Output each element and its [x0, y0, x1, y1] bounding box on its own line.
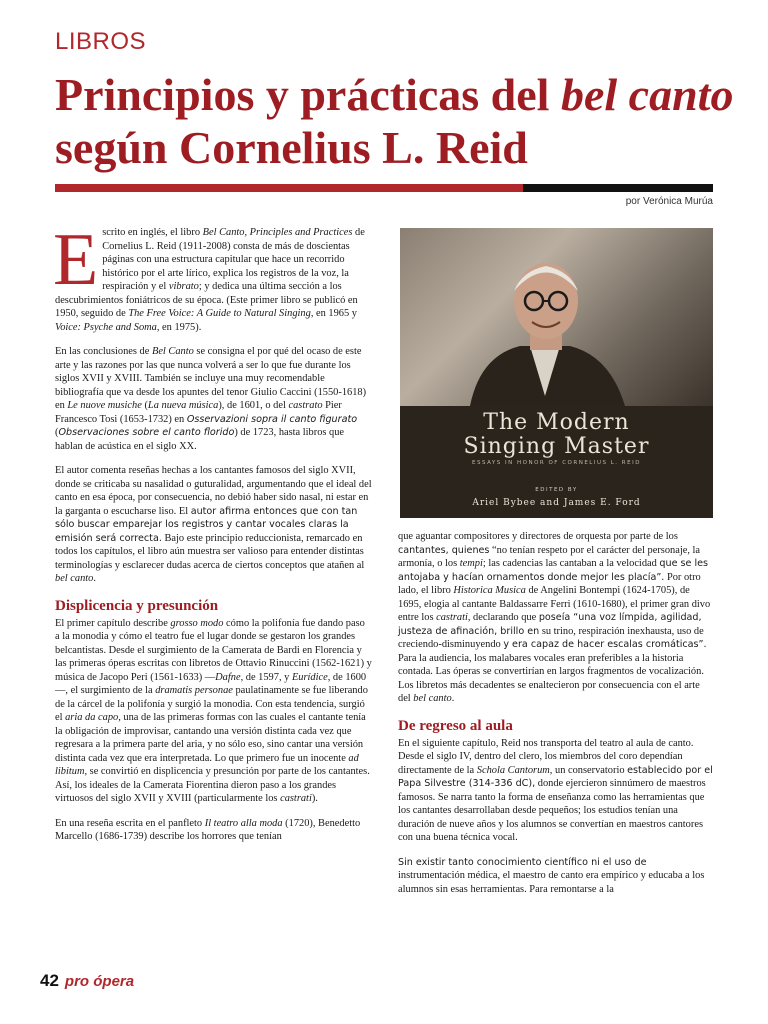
paragraph: En una reseña escrita en el panfleto Il teatro alla moda (1720), Benedetto Marcello (1686-1739) describe los horrores que tenían	[55, 817, 361, 842]
book-subtitle: ESSAYS IN HONOR OF CORNELIUS L. REID	[472, 460, 641, 466]
paragraph: que aguantar compositores y directores de orquesta por parte de los cantantes, quienes “no tenían respeto por el carácter del personaje, la armonía, o los tempi; las cadencias las cantaban a la velocidad que se les antojaba y hacían ornamentos donde mejor les placía”. Por otro lado, el libro Historica Musica de Angelini Bontempi (1624-1705), de 1695, elogia al cantante Baldassarre Ferri (1610-1680), el primer gran divo entre los castrati, declarando que poseía “una voz límpida, agilidad, justeza de afinación, brillo en su trino, respiración inexhausta, uso de creciendo-disminuyendo y era capaz de hacer escalas cromáticas”. Para la audiencia, los malabares vocales eran preferibles a la historia contada. Las óperas se convertirían en largos fragmentos de vocalización. Los libretos más decadentes se enaltecieron por consecuencia con el arte del bel canto.	[398, 531, 711, 704]
book-title: The Modern Singing Master	[463, 410, 650, 459]
paragraph: El primer capítulo describe grosso modo cómo la polifonía fue dando paso a la monodia y cómo el teatro fue el lugar donde se gestaron los grandes belcantistas. Desde el surgimiento de la Camerata de Bardi en Florencia y las primeras óperas escritas con libretos de Ottavio Rinuccini (1562-1621) y música de Jacopo Peri (1561-1633) —Dafne, de 1597, y Eurídice, de 1600—, el surgimiento de la dramatis personae paulatinamente se fue liberando de la cárcel de la polifonía y surgió la monodia. Con esta tendencia, surgió el aria da capo, una de las primeras formas con las cuales el cantante tenía la obligación de improvisar, cantando una versión distinta cada vez que regresara a la primera parte del aria, y no sólo eso, sino cantar una versión distinta cada vez que era interpretada. Lo que primero fue un inocente ad libitum, se convirtió en displicencia y presunción por parte de los cantantes. Así, los ideales de la Camerata Fiorentina dieron paso a los grandes virtuosos del siglo XVII y XVIII (particularmente los castrati).	[55, 617, 372, 804]
book-cover-image	[400, 228, 713, 518]
paragraph: Escrito en inglés, el libro Bel Canto, Principles and Practices de Cornelius L. Reid (1911-2008) consta de más de doscientas páginas con una estructura capitular que hace un recorrido histórico por el arte lírico, explica los registros de la voz, la respiración y el vibrato; y dedica una última sección a los descubrimientos foniátricos de su época. (Este primer libro se publicó en 1950, seguido de The Free Voice: A Guide to Natural Singing, en 1965 y Voice: Psyche and Soma, en 1975).	[53, 219, 365, 333]
right-column	[398, 530, 714, 907]
paragraph: En el siguiente capítulo, Reid nos transporta del teatro al aula de canto. Desde el siglo IV, dentro del clero, los miembros del coro dependían directamente de la Schola Cantorum, un conservatorio establecido por el Papa Silvestre (314-336 dC), donde ejercieron sinnúmero de maestros famosos. Se narra tanto la forma de enseñanza como las herramientas que los cantantes desarrollaban desde pequeños; los estudios tenían una duración de nueve años y los alumnos se convertían en maestros cantores con una buena técnica vocal.	[398, 737, 713, 843]
left-column	[53, 219, 372, 855]
page-footer	[40, 971, 134, 991]
title-rule-black	[523, 184, 713, 192]
title-rule-red	[55, 184, 523, 192]
book-edited-label: EDITED BY	[535, 487, 578, 493]
page-number: 42	[40, 971, 59, 990]
portrait-illustration	[460, 246, 630, 406]
author-photo	[400, 228, 713, 406]
subheading: De regreso al aula	[398, 717, 513, 734]
paragraph: Sin existir tanto conocimiento científico ni el uso de instrumentación médica, el maestro de canto era empírico y educaba a los alumnos sin esas herramientas. Para remontarse a la	[398, 856, 705, 895]
drop-cap: E	[53, 219, 99, 301]
article-title: Principios y prácticas del bel canto según Cornelius L. Reid	[55, 69, 734, 173]
subheading: Displicencia y presunción	[55, 597, 219, 614]
byline: por Verónica Murúa	[625, 196, 713, 207]
magazine-name: pro ópera	[64, 973, 135, 990]
paragraph: El autor comenta reseñas hechas a los cantantes famosos del siglo XVII, donde se criticaba su nasalidad o guturalidad, argumentando que el ideal del canto en esa época, por consecuencia, no debió haber sido nasal, ni estar en la garganta o escucharse liso. El autor afirma entonces que con tan sólo buscar emparejar los registros y cantar vocales claras la emisión será correcta. Bajo este principio reduccionista, remarcado en todos los capítulos, el libro aún muestra ser valioso para entender distintas terminologías y esclarecer dudas acerca de ciertos conceptos que atañen al bel canto.	[55, 465, 372, 584]
book-editors: Ariel Bybee and James E. Ford	[472, 498, 641, 508]
paragraph: En las conclusiones de Bel Canto se consigna el por qué del ocaso de este arte y las razones por las que nunca volverá a ser lo que fue durante los siglos XVII y XVIII. También se incluye una muy recomendable bibliografía que va desde los apuntes del tenor Giulio Caccini (1550-1618) en Le nuove musiche (La nueva música), de 1601, o del castrato Pier Francesco Tosi (1653-1732) en Osservazioni sopra il canto figurato (Observaciones sobre el canto florido) de 1723, hasta libros que hablan de acústica en el siglo XX.	[55, 346, 367, 452]
section-label: LIBROS	[55, 28, 147, 55]
